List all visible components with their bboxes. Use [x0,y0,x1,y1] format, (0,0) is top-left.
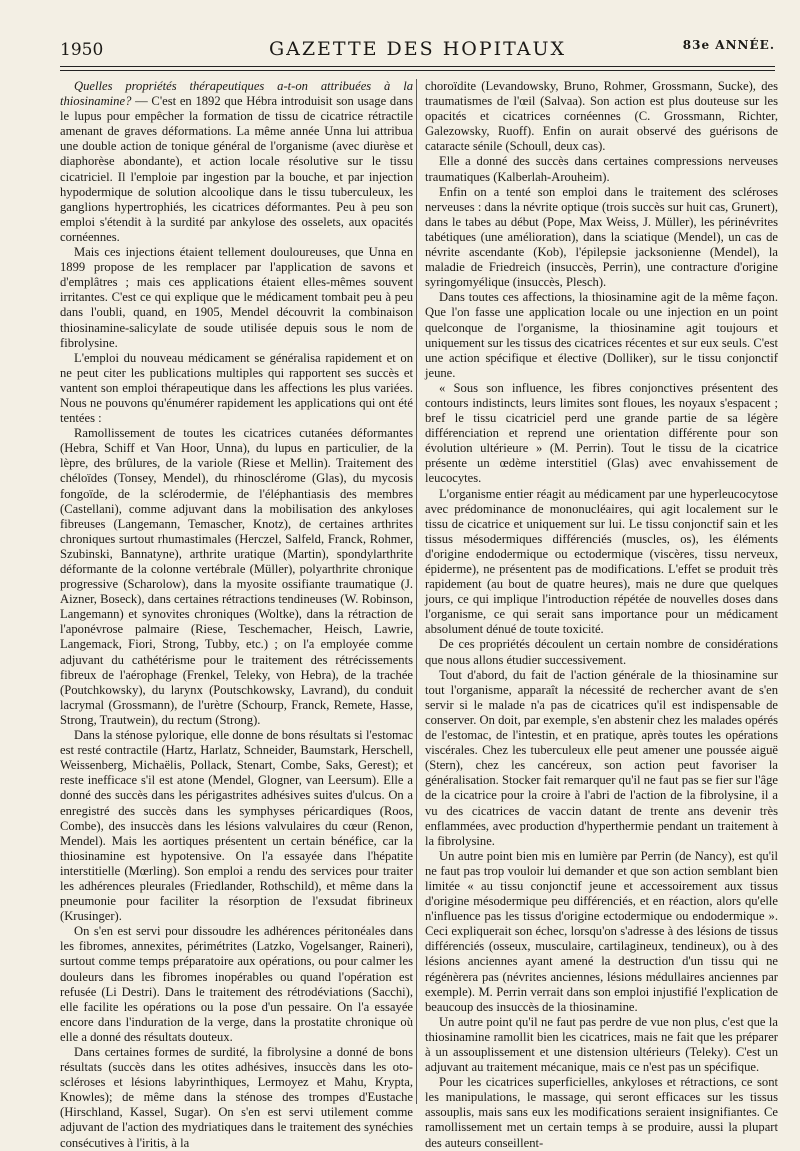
paragraph: Dans toutes ces affections, la thiosinamine agit de la même façon. Que l'on fasse une application locale ou une injection en un point quelconque de l'organisme, la thiosinamine agit toujours et uniquement sur les tissus des cicatrices récentes et sur eux seuls. C'est une action spécifique et élective (Dolliker), sur le tissu conjonctif jeune. [425,290,778,380]
left-column [60,79,413,1150]
page-number: 1950 [60,40,104,60]
paragraph: Dans la sténose pylorique, elle donne de bons résultats si l'estomac est resté contractile (Hartz, Harlatz, Schneider, Baumstark, Herschell, Weissenberg, Michaëlis, Pollack, Stenart, Combe, Saks, Gerest); et reste inefficace s'il est atone (Mendel, Glogner, van Leersum). Elle a donné des succès dans les périgastrites adhésives suites d'ulcus. On a enregistré des succès dans les symphyses péricardiques (Roos, Combe), des insuccès dans les lésions valvulaires du cœur (Renon, Mendel). Mais les aortiques présentent un certain bénéfice, car la thiosinamine est hypotensive. On l'a essayée dans l'hépatite interstitielle (Mœrling). Son emploi a rendu des services pour traiter les adhérences pleurales (Friedlander, Rothschild), et même dans la pneumonie pour faciliter la résorption de l'exsudat fibrineux (Krusinger). [60,728,413,924]
paragraph: L'organisme entier réagit au médicament par une hyperleucocytose avec prédominance de mononucléaires, qui agit localement sur le tissu de cicatrice et uniquement sur lui. Le tissu conjonctif sain et les tissus mésodermiques différenciés (muscles, os), les éléments d'origine endodermique ou ectodermique (viscères, tissu nerveux, épiderme), ne présentent pas de modifications. L'effet se produit très rapidement (au bout de quatre heures), mais ne dure que quelques jours, ce qui implique l'introduction répétée de nouvelles doses dans l'organisme, ce qui serait sans importance pour un médicament absolument dénué de toute toxicité. [425,486,778,637]
header-rule-top [60,66,775,67]
paragraph: Dans certaines formes de surdité, la fibrolysine a donné de bons résultats (succès dans les otites adhésives, insuccès dans les oto-scléroses et lésions labyrinthiques, Lermoyez et Mahu, Krypta, Knowles); de même dans la sténose des trompes d'Eustache (Hirschland, Kassel, Sugar). On s'en est servi utilement comme adjuvant de l'action des mydriatiques dans le traitement des synéchies consécutives à l'iritis, à la [60,1045,413,1150]
section-heading: Quelles propriétés thérapeutiques a-t-on attribuées à la thiosinamine? [60,79,413,109]
volume-year: 83e ANNÉE. [682,38,775,52]
paragraph: Un autre point qu'il ne faut pas perdre de vue non plus, c'est que la thiosinamine ramollit bien les cicatrices, mais ne fait que les préparer à un assouplissement et une distension ultérieurs (Teleky). C'est un adjuvant au traitement mécanique, mais ce n'est pas un spécifique. [425,1014,778,1075]
paragraph: De ces propriétés découlent un certain nombre de considérations que nous allons étudier successivement. [425,637,778,667]
journal-title: GAZETTE DES HOPITAUX [268,38,567,60]
right-column [425,79,779,1150]
column-divider [416,79,417,1104]
paragraph [60,79,413,245]
page-header [60,34,775,64]
paragraph: Elle a donné des succès dans certaines compressions nerveuses traumatiques (Kalberlah-Arouheim). [425,154,778,184]
header-rule-bottom [60,70,775,71]
paragraph: Ramollissement de toutes les cicatrices cutanées déformantes (Hebra, Schiff et Van Hoor, Unna), du lupus en particulier, de la lèpre, des brûlures, de la variole (Riese et Mellin). Traitement des chéloïdes (Tonsey, Mendel), du rhinosclérome (Glas), du mycosis fongoïde, de la sclérodermie, de l'éléphantiasis des membres (Castellani), comme adjuvant dans la mobilisation des ankyloses fibreuses (Langemann, Temascher, Knotz), de certaines arthrites chroniques surtout rhumastimales (Herczel, Salfeld, Franck, Rohmer, Szubinski, Bannatyne), arthrite uratique (Martin), spondylarthrite déformante de la colonne vertébrale (Müller), polyarthrite chronique progressive (Scharolow), dans la myosite ossifiante traumatique (J. Aizner, Boseck), dans certaines rétractions tendineuses (W. Robinson, Langemann) et synovites chroniques (Woltke), dans la rétraction de l'aponévrose palmaire (Riese, Teschemacher, Heisch, Lawrie, Langemack, Fiori, Strong, Tubby, etc.) ; on l'a employée comme adjuvant du cathétérisme pour le traitement des rétrécissements fibreux de l'aérophage (Frenkel, Teleky, von Hebra), de la trachée (Poutchkowsky), du larynx (Poutschkowsky, Lavrand), du conduit lacrymal (Grossmann), de l'urètre (Schourp, Franck, Remete, Hasse, Strong, Trautwein), du rectum (Strong). [60,426,413,727]
paragraph: Tout d'abord, du fait de l'action générale de la thiosinamine sur tout l'organisme, apparaît la nécessité de rechercher avant de s'en servir si le malade n'a pas de cicatrices qu'il est indispensable de conserver. On doit, par exemple, s'en abstenir chez les malades opérés de l'estomac, de l'intestin, et en pratique, après toutes les opérations viscérales. Chez les tuberculeux elle peut amener une poussée aiguë (Stern), chez les cancéreux, son action peut favoriser la généralisation. Stocker fait remarquer qu'il ne faut pas se fier sur l'âge de la cicatrice pour la croire à l'abri de l'action de la fibrolysine, il a vu des cicatrices de vaccin datant de trente ans devenir très enflammées, avec production d'hyperthermie pendant un traitement à la fibrolysine. [425,667,779,848]
paragraph: choroïdite (Levandowsky, Bruno, Rohmer, Grossmann, Sucke), des traumatismes de l'œil (Salvaa). Son action est plus douteuse sur les opacités et cicatrices cornéennes (C. Grossmann, Richter, Galezowsky, Ruoff). Enfin on aurait observé des guérisons de cataracte sénile (Schoull, deux cas). [425,79,778,154]
paragraph: On s'en est servi pour dissoudre les adhérences péritonéales dans les fibromes, annexites, périmétrites (Latzko, Vogelsanger, Raineri), surtout comme temps préparatoire aux opérations, ou pour calmer les douleurs dans les fibromes inopérables ou quand l'opération est refusée (Li Destri). Dans le traitement des rétrodéviations (Sacchi), elle facilite les opérations ou la pose d'un pessaire. On l'a essayée encore dans l'induration de la verge, dans la prostatite chronique où elle a donné des résultats douteux. [60,924,413,1044]
paragraph: Enfin on a tenté son emploi dans le traitement des scléroses nerveuses : dans la névrite optique (trois succès sur huit cas, Grunert), dans le tabes au début (Pope, Max Weiss, J. Müller), les périnévrites tabétiques (une amélioration), dans la sciatique (Mendel), un cas de névrite ascendante (Kob), l'épilepsie jacksonienne (Mendel), la maladie de Friedreich (insuccès, Perrin), une contracture d'origine syringomyélique (insuccès, Plesch). [425,184,778,290]
paragraph: Pour les cicatrices superficielles, ankyloses et rétractions, ce sont les manipulations, le massage, qui seront efficaces sur les tissus assouplis, mais sans eux les modifications seraient insignifiantes. Ce ramollissement met un certain temps à se produire, aussi la plupart des auteurs conseillent- [425,1075,778,1150]
paragraph-text: — C'est en 1892 que Hébra introduisit son usage dans le lupus pour empêcher la formation de tissu de cicatrice rétractile amenant de graves déformations. La même année Unna lui attribua une double action de tonique général de l'organisme (avec diurèse et diaphorèse abondante), et action locale résolutive sur le tissu cicatriciel. Il l'emploie par ingestion par la bouche, et par injection hypodermique de solution alcoolique dans le tissu tuberculeux, les ganglions hypertrophiés, les cicatrices déformantes. Peu à peu son emploi s'étendit à la surdité par ankylose des osselets, aux opacités cornéennes. [60,94,413,244]
paragraph: « Sous son influence, les fibres conjonctives présentent des contours indistincts, leurs limites sont floues, les noyaux s'espacent ; bref le tissu cicatriciel perd une grande partie de sa légère différenciation et reprend une orientation différente pour son évolution ultérieure » (M. Perrin). Tout le tissu de la cicatrice présente un œdème interstitiel (Glas) avec envahissement de leucocytes. [425,380,778,486]
paragraph: L'emploi du nouveau médicament se généralisa rapidement et on ne peut citer les publications multiples qui rapportent ses succès et vantent son emploi thérapeutique dans les affections les plus variées. Nous ne pouvons qu'énumérer rapidement les applications qui ont été tentées : [60,350,413,426]
paragraph: Mais ces injections étaient tellement douloureuses, que Unna en 1899 propose de les remplacer par l'application de savons et d'emplâtres ; mais ces applications étaient elles-mêmes souvent irritantes. C'est ce qui explique que le médicament tombait peu à peu dans l'oubli, quand, en 1905, Mendel découvrit la combinaison thiosinamine-salicylate de soude utilisée depuis sous le nom de fibrolysine. [60,245,413,350]
paragraph: Un autre point bien mis en lumière par Perrin (de Nancy), est qu'il ne faut pas trop vouloir lui demander et que son action semblant bien limitée « au tissu conjonctif jeune et accessoirement aux tissus d'origine mésodermique peu différenciés, et en réaction, alors qu'elle n'influence pas les tissus d'origine ectodermique ou endodermique ». Ceci expliquerait son échec, lorsqu'on s'adresse à des lésions de tissus différenciés (osseux, musculaire, cartilagineux, tendineux), ou à des lésions anciennes ayant amené la destruction d'un tissu qui ne régénèrera pas (névrites anciennes, lésions médullaires anciennes par exemple). M. Perrin verrait dans son emploi injustifié l'explication de beaucoup des insuccès de la thiosinamine. [425,848,778,1014]
